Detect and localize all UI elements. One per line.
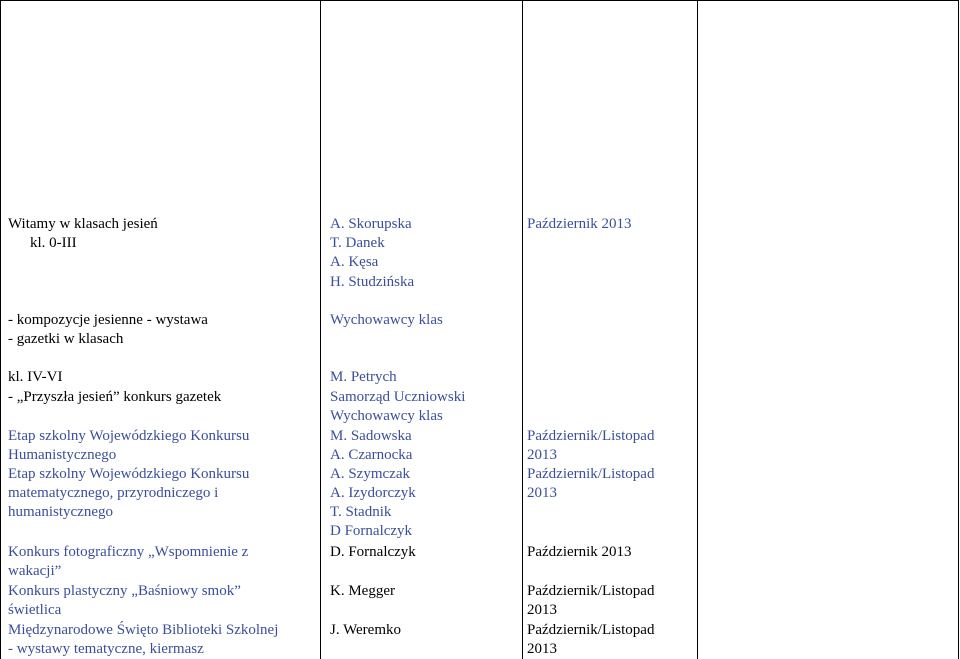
event-text: Etap szkolny Wojewódzkiego Konkursu	[8, 428, 250, 444]
event-text: - kompozycje jesienne - wystawa	[8, 312, 208, 328]
date-text: Październik 2013	[527, 216, 632, 232]
person-name: D Fornalczyk	[330, 523, 413, 539]
person-name: A. Czarnocka	[330, 447, 413, 463]
date-text: 2013	[527, 641, 557, 657]
table-border-top	[0, 0, 959, 1]
person-name: M. Petrych	[330, 369, 397, 385]
date-text: Październik/Listopad	[527, 622, 655, 638]
event-text: Etap szkolny Wojewódzkiego Konkursu	[8, 466, 250, 482]
date-text: 2013	[527, 447, 557, 463]
event-text: humanistycznego	[8, 504, 113, 520]
person-name: Samorząd Uczniowski	[330, 389, 466, 405]
event-text: Konkurs plastyczny „Baśniowy smok”	[8, 583, 241, 599]
column-divider-3	[697, 0, 698, 659]
person-name: J. Weremko	[330, 622, 402, 638]
person-name: T. Danek	[330, 235, 385, 251]
date-text: Październik 2013	[527, 544, 632, 560]
date-text: Październik/Listopad	[527, 428, 655, 444]
table-border-right	[958, 0, 959, 659]
date-text: 2013	[527, 602, 557, 618]
person-name: D. Fornalczyk	[330, 544, 416, 560]
event-text: matematycznego, przyrodniczego i	[8, 485, 219, 501]
event-text: - gazetki w klasach	[8, 331, 124, 347]
date-text: Październik/Listopad	[527, 466, 655, 482]
column-divider-1	[320, 0, 321, 659]
date-text: Październik/Listopad	[527, 583, 655, 599]
date-text: 2013	[527, 485, 557, 501]
person-name: M. Sadowska	[330, 428, 412, 444]
event-text: Międzynarodowe Święto Biblioteki Szkolnej	[8, 622, 279, 638]
event-text: świetlica	[8, 602, 62, 618]
column-divider-2	[522, 0, 523, 659]
person-name: A. Izydorczyk	[330, 485, 416, 501]
event-text: Witamy w klasach jesień	[8, 216, 158, 232]
person-name: T. Stadnik	[330, 504, 392, 520]
person-name: H. Studzińska	[330, 274, 415, 290]
person-name: A. Szymczak	[330, 466, 410, 482]
person-name: A. Kęsa	[330, 254, 379, 270]
person-name: A. Skorupska	[330, 216, 412, 232]
event-text: - wystawy tematyczne, kiermasz	[8, 641, 204, 657]
person-name: K. Megger	[330, 583, 395, 599]
person-name: Wychowawcy klas	[330, 312, 443, 328]
event-text: Konkurs fotograficzny „Wspomnienie z	[8, 544, 249, 560]
person-name: Wychowawcy klas	[330, 408, 443, 424]
table-border-left	[0, 0, 1, 659]
event-text: - „Przyszła jesień” konkurs gazetek	[8, 389, 222, 405]
event-text: wakacji”	[8, 563, 62, 579]
event-text: Humanistycznego	[8, 447, 117, 463]
event-text: kl. 0-III	[30, 235, 77, 251]
event-text: kl. IV-VI	[8, 369, 63, 385]
